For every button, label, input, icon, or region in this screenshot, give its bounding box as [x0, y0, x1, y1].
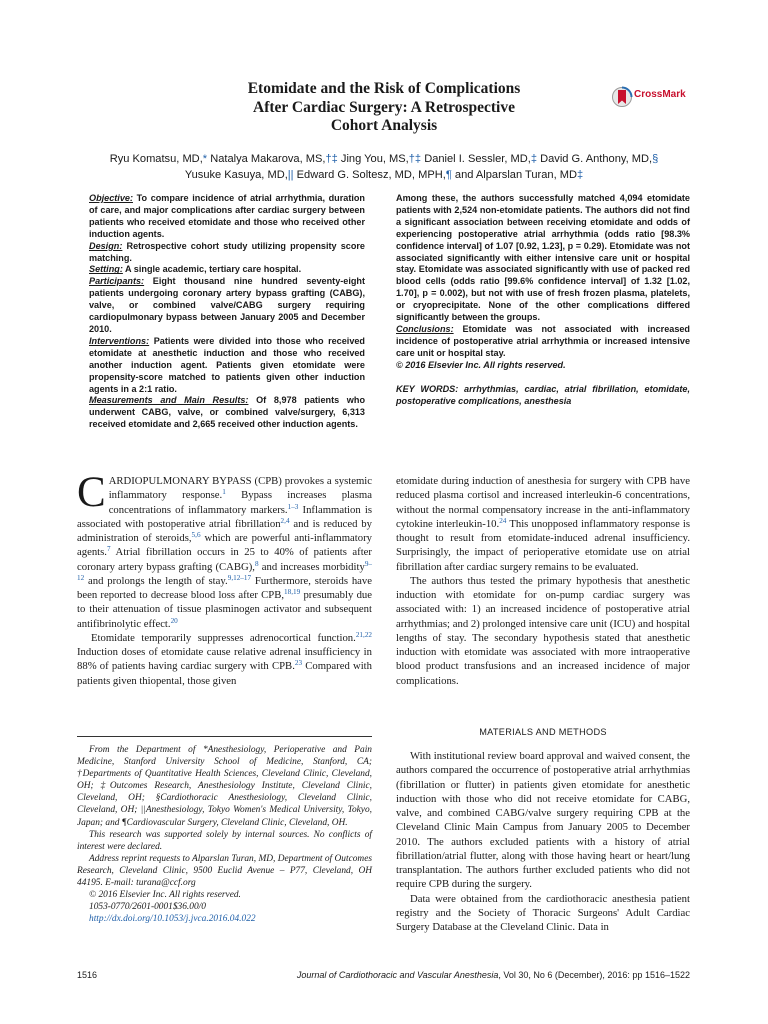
journal-citation [260, 970, 690, 980]
affiliation-mark[interactable]: ¶ [445, 169, 452, 181]
author-line-1 [70, 151, 698, 167]
abstract-copyright: © 2016 Elsevier Inc. All rights reserved. [396, 359, 566, 370]
affiliations: From the Department of *Anesthesiology, Perioperative and Pain Medicine, Stanford University School of Medicine, Stanford, CA; †Departments of Quantitative Health Sciences, Cleveland Clinic, Cleveland, OH; ‡Outcomes Research, Anesthesiology Institute, Cleveland Clinic, Cleveland, OH; §Cardiothoracic Anesthesiology, Cleveland Clinic, Cleveland, OH; ||Anesthesiology, Tokyo Women's Medical University, Tokyo, Japan; and ¶Cardiovascular Surgery, Cleveland Clinic, Cleveland, OH. [77, 745, 372, 828]
journal-name: Journal of Cardiothoracic and Vascular Anesthesia [296, 970, 499, 980]
design-label: Design: [89, 240, 123, 251]
crossmark-icon [612, 84, 634, 110]
citation-link[interactable]: 9,12–17 [227, 573, 252, 582]
abstract-design [89, 241, 365, 265]
author-you: Jing You, MS, [337, 153, 409, 165]
text: Inflammation is associated with postoperative atrial fibrillation [77, 503, 372, 530]
abstract-objective [89, 193, 365, 241]
objective-label: Objective: [89, 193, 133, 203]
abstract-participants [89, 276, 365, 336]
section-heading: MATERIALS AND METHODS [479, 727, 607, 737]
text: which are powerful anti-inflammatory agents. [77, 532, 372, 559]
page-number: 1516 [77, 970, 98, 980]
author-komatsu: Ryu Komatsu, MD, [109, 153, 203, 165]
affiliation-mark[interactable]: †‡ [408, 153, 422, 165]
measurements-text-continued: Among these, the authors successfully matched 4,094 etomidate patients with 2,524 non-etomidate patients. The authors did not find a significant association between receiving etomidate and odds of experiencing postoperative atrial arrhythmia (odds ratio [98.3% confidence interval] of 1.07 [0.92, 1.23], p = 0.29). Etomidate was not associated significantly with either intensive care unit or hospital stay. Etomidate was associated significantly with use of packed red blood cells (odds ratio [99.6% confidence interval] of 1.32 [1.02, 1.70], p = 0.002), but not with use of fresh frozen plasma, platelets, or cryoprecipitate. None of the other complications differed significantly between the groups. [396, 193, 690, 323]
intro-paragraph-2 [77, 631, 372, 688]
text: Bypass increases plasma concentrations of inflammatory markers. [108, 489, 372, 516]
author-line-2 [70, 167, 698, 183]
abstract-left-column [89, 193, 365, 431]
conclusions-text: Etomidate was not associated with increased incidence of postoperative atrial arrhythmia or increased intensive care unit or hospital stay. [396, 323, 690, 358]
setting-text: A single academic, tertiary care hospital. [122, 264, 302, 275]
text: and prolongs the length of stay. [84, 574, 228, 587]
design-text: Retrospective cohort study utilizing propensity score matching. [89, 240, 365, 263]
citation-link[interactable]: 1–3 [287, 502, 299, 511]
affiliation-mark[interactable]: ‡ [577, 169, 584, 181]
text: Atrial fibrillation occurs in 25 to 40% of patients after coronary artery bypass grafting (CABG), [77, 546, 372, 573]
abstract-right-column [396, 193, 690, 407]
citation-link[interactable]: 9–12 [77, 559, 372, 582]
body-left-column [77, 469, 373, 688]
author-list [70, 151, 698, 183]
issn: 1053-0770/2601-0001$36.00/0 [89, 902, 206, 913]
text: Compared with patients given thiopental, those given [77, 660, 372, 687]
footnote-copyright: © 2016 Elsevier Inc. All rights reserved. [89, 890, 241, 901]
abstract-continued-text [396, 193, 690, 324]
participants-text: Eight thousand nine hundred seventy-eight patients undergoing coronary artery bypass grafting (CABG), valve, or combined valve/CABG surgery requiring cardiopulmonary bypass between January 2005 and December 2010. [89, 276, 365, 334]
interventions-label: Interventions: [89, 335, 150, 346]
funding-statement: This research was supported solely by internal sources. No conflicts of interest were declared. [77, 829, 372, 852]
affiliation-mark[interactable]: § [652, 153, 659, 165]
crossmark-label: CrossMark [634, 89, 686, 100]
setting-label: Setting: [89, 264, 123, 275]
affiliation-mark[interactable]: || [287, 169, 294, 181]
footnote [77, 744, 372, 925]
abstract-interventions [89, 336, 365, 396]
crossmark-badge[interactable] [612, 84, 698, 110]
drop-cap: C [77, 469, 106, 516]
citation-link[interactable]: 2,4 [280, 516, 290, 525]
author-turan: and Alparslan Turan, MD [451, 169, 577, 181]
intro-paragraph-1 [77, 469, 373, 631]
citation-link[interactable]: 7 [106, 545, 111, 554]
citation-link[interactable]: 24 [499, 516, 507, 525]
author-sessler: Daniel I. Sessler, MD, [421, 153, 531, 165]
citation-link[interactable]: 1 [222, 488, 226, 497]
author-makarova: Natalya Makarova, MS, [207, 153, 326, 165]
title-line-2: After Cardiac Surgery: A Retrospective [253, 98, 515, 116]
affiliation-mark[interactable]: * [202, 153, 208, 165]
title-line-3: Cohort Analysis [330, 117, 438, 134]
text: and is reduced by administration of steroids, [77, 517, 372, 544]
measurements-label: Measurements and Main Results: [89, 395, 249, 406]
text: and increases morbidity [258, 560, 365, 573]
body-right-column [396, 474, 690, 688]
citation-link[interactable]: 5,6 [191, 531, 201, 539]
citation-link[interactable]: 21,22 [355, 630, 372, 639]
citation-link[interactable]: 18,19 [284, 588, 301, 596]
measurements-text: Of 8,978 patients who underwent CABG, valve, or combined valve/surgery, 6,313 received etomidate and 2,665 received other induction agents. [89, 395, 365, 430]
hypothesis-paragraph: The authors thus tested the primary hypothesis that anesthetic induction with etomidate for on-pump cardiac surgery was associated with: 1) an increased incidence of postoperative atrial arrhythmias; and 2) prolonged intensive care unit (ICU) and hospital lengths of stay. The secondary hypothesis stated that anesthetic induction with etomidate was associated with more intraoperative blood product transfusions and an increased incidence of major complications. [396, 574, 690, 687]
reprint-requests: Address reprint requests to Alparslan Turan, MD, Department of Outcomes Research, Cleveland Clinic, 9500 Euclid Avenue – P77, Cleveland, OH 44195. E-mail: turana@ccf.org [77, 853, 372, 889]
abstract-setting [89, 264, 365, 276]
text: This unopposed inflammatory response is thought to result from etomidate-induced adrenal insufficiency. Surprisingly, the impact of perioperative etomidate use on atrial fibrillation after cardiac surgery remains to be evaluated. [396, 517, 690, 573]
methods-paragraph-1: With institutional review board approval and waived consent, the authors compared the occurrence of postoperative atrial arrhythmias (fibrillation or flutter) in patients given etomidate for anesthetic induction with those who did not receive etomidate for CABG, valve, and combined CABG/valve surgery requiring CPB at the Cleveland Clinic Main Campus from January 2005 to December 2010. The authors excluded patients with a history of atrial fibrillation/atrial flutter, along with those having heart or heart/lung transplantation. The authors further excluded patients who did not require CPB during the surgery. [396, 750, 690, 891]
footnote-divider [77, 736, 372, 737]
citation-link[interactable]: 8 [254, 559, 259, 568]
keywords: KEY WORDS: arrhythmias, cardiac, atrial fibrillation, etomidate, postoperative complications, anesthesia [396, 383, 690, 406]
conclusions-label: Conclusions: [396, 323, 454, 334]
objective-text: To compare incidence of atrial arrhythmia, duration of care, and major complications after cardiac surgery between patients who received etomidate and those who received other induction agents. [89, 193, 365, 239]
text: presumably due to their attenuation of tissue plasminogen activator and subsequent antifibrinolytic effect. [77, 589, 373, 630]
intro-paragraph-3 [396, 474, 690, 574]
text: etomidate during induction of anesthesia for surgery with CPB have reduced plasma cortisol and increased interleukin-6 concentrations, without the normal compensatory increase in the anti-inflammatory cytokine interleukin-10. [396, 475, 690, 530]
abstract-measurements [89, 395, 365, 431]
volume-info: , Vol 30, No 6 (December), 2016: pp 1516–1522 [498, 970, 690, 980]
affiliation-mark[interactable]: †‡ [325, 153, 338, 165]
text: ARDIOPULMONARY BYPASS (CPB) provokes a systemic inflammatory response. [108, 475, 372, 502]
participants-label: Participants: [89, 276, 145, 287]
text: Etomidate temporarily suppresses adrenocortical function. [91, 631, 356, 644]
methods-text [396, 749, 690, 934]
affiliation-mark[interactable]: ‡ [530, 153, 538, 165]
interventions-text: Patients were divided into those who received etomidate at anesthetic induction and those who received another induction agent. Patients given etomidate were propensity-score matched to patients given other induction agents in a 2:1 ratio. [89, 335, 365, 394]
doi-link[interactable]: http://dx.doi.org/10.1053/j.jvca.2016.04.022 [89, 914, 256, 925]
citation-link[interactable]: 20 [170, 616, 178, 625]
abstract-conclusions [396, 324, 690, 360]
title-line-1: Etomidate and the Risk of Complications [247, 80, 521, 97]
methods-paragraph-2: Data were obtained from the cardiothoracic anesthesia patient registry and the Society of Thoracic Surgeons' Adult Cardiac Surgery Database at the Cleveland Clinic. Data in [396, 892, 690, 933]
author-soltesz: Edward G. Soltesz, MD, MPH, [293, 169, 446, 181]
author-anthony: David G. Anthony, MD, [537, 153, 653, 165]
text: Furthermore, steroids have been reported to decrease blood loss after CPB, [77, 574, 372, 601]
citation-link[interactable]: 23 [294, 659, 303, 668]
text: Induction doses of etomidate cause relative adrenal insufficiency in 88% of patients having cardiac surgery with CPB. [77, 646, 372, 673]
author-kasuya: Yusuke Kasuya, MD, [184, 169, 288, 181]
article-title [150, 80, 618, 136]
